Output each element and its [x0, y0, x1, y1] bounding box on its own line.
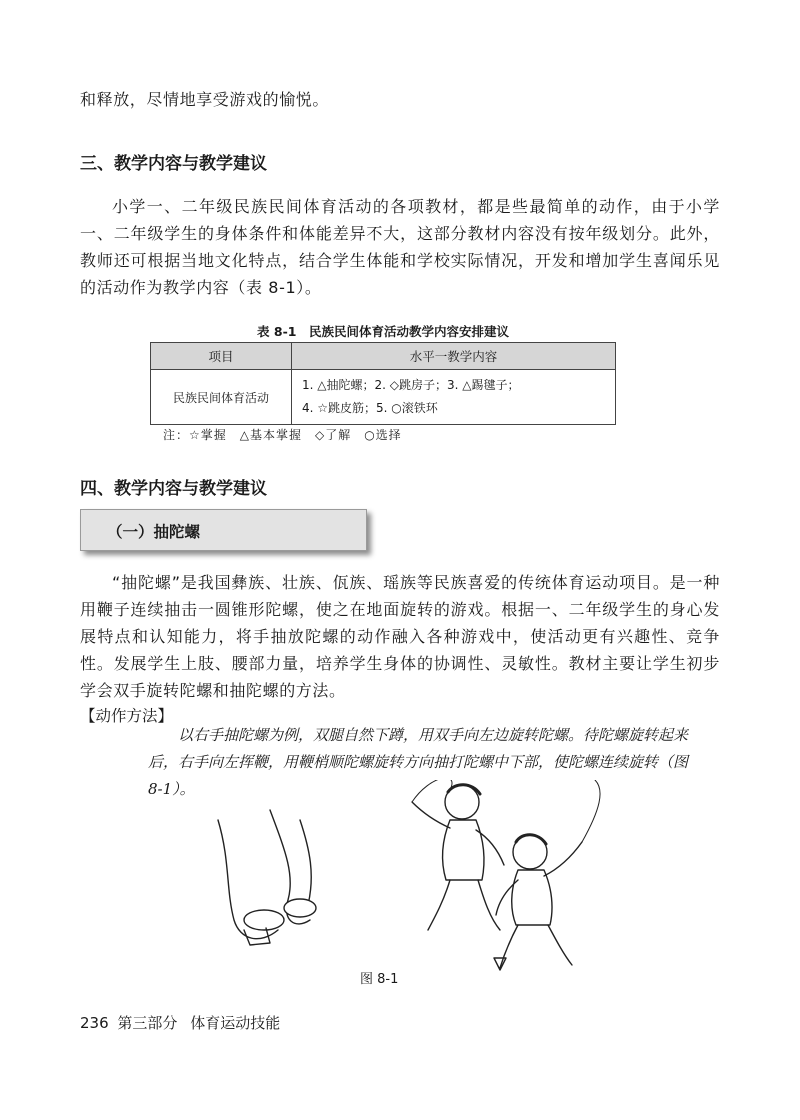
intro-line: 和释放，尽情地享受游戏的愉悦。 — [80, 90, 330, 109]
illustration-spinning-top — [200, 780, 620, 980]
footer-title: 体育运动技能 — [190, 1014, 281, 1032]
table-content-line: 1. △抽陀螺；2. ◇跳房子；3. △踢毽子； — [302, 378, 520, 392]
table-header-cell: 项目 — [151, 343, 292, 370]
page-footer — [80, 1012, 280, 1033]
content-table — [150, 342, 616, 425]
subsection-box — [80, 509, 367, 551]
section-heading-4: 四、教学内容与教学建议 — [80, 479, 267, 499]
table-note: 注：☆掌握 △基本掌握 ◇了解 ○选择 — [163, 428, 402, 442]
table-row-content — [292, 370, 616, 425]
boy2-body — [512, 870, 552, 925]
table-row — [151, 370, 616, 425]
table-header-row — [151, 343, 616, 370]
subsection-title: （一）抽陀螺 — [107, 523, 201, 541]
section-heading-3: 三、教学内容与教学建议 — [80, 154, 267, 174]
table-caption: 表 8-1 民族民间体育活动教学内容安排建议 — [257, 324, 509, 339]
table-content-line: 4. ☆跳皮筋；5. ○滚铁环 — [302, 401, 438, 415]
method-label: 【动作方法】 — [80, 707, 174, 725]
footer-part: 第三部分 — [117, 1014, 178, 1032]
page-number: 236 — [80, 1014, 109, 1032]
section-3-paragraph: 小学一、二年级民族民间体育活动的各项教材，都是些最简单的动作，由于小学一、二年级学生的身体条件和体能差异不大，这部分教材内容没有按年级划分。此外，教师还可根据当地文化特点，结合学生体能和学校实际情况，开发和增加学生喜闻乐见的活动作为教学内容（表 8-1）。 — [80, 197, 720, 297]
figure-caption: 图 8-1 — [360, 972, 399, 987]
table-row-label: 民族民间体育活动 — [151, 370, 292, 425]
boy1-body — [443, 820, 484, 880]
hand-left — [244, 910, 284, 930]
table-header-cell: 水平一教学内容 — [292, 343, 616, 370]
method-text: 以右手抽陀螺为例，双腿自然下蹲，用双手向左边旋转陀螺。待陀螺旋转起来后，右手向左挥鞭，用鞭梢顺陀螺旋转方向抽打陀螺中下部，使陀螺连续旋转（图 8-1）。 — [148, 726, 689, 798]
section-4-paragraph: “抽陀螺”是我国彝族、壮族、佤族、瑶族等民族喜爱的传统体育运动项目。是一种用鞭子连续抽击一圆锥形陀螺，使之在地面旋转的游戏。根据一、二年级学生的身心发展特点和认知能力，将手抽放陀螺的动作融入各种游戏中，使活动更有兴趣性、竞争性。发展学生上肢、腰部力量，培养学生身体的协调性、灵敏性。教材主要让学生初步学会双手旋转陀螺和抽陀螺的方法。 — [80, 573, 720, 700]
hand-right — [284, 899, 316, 917]
